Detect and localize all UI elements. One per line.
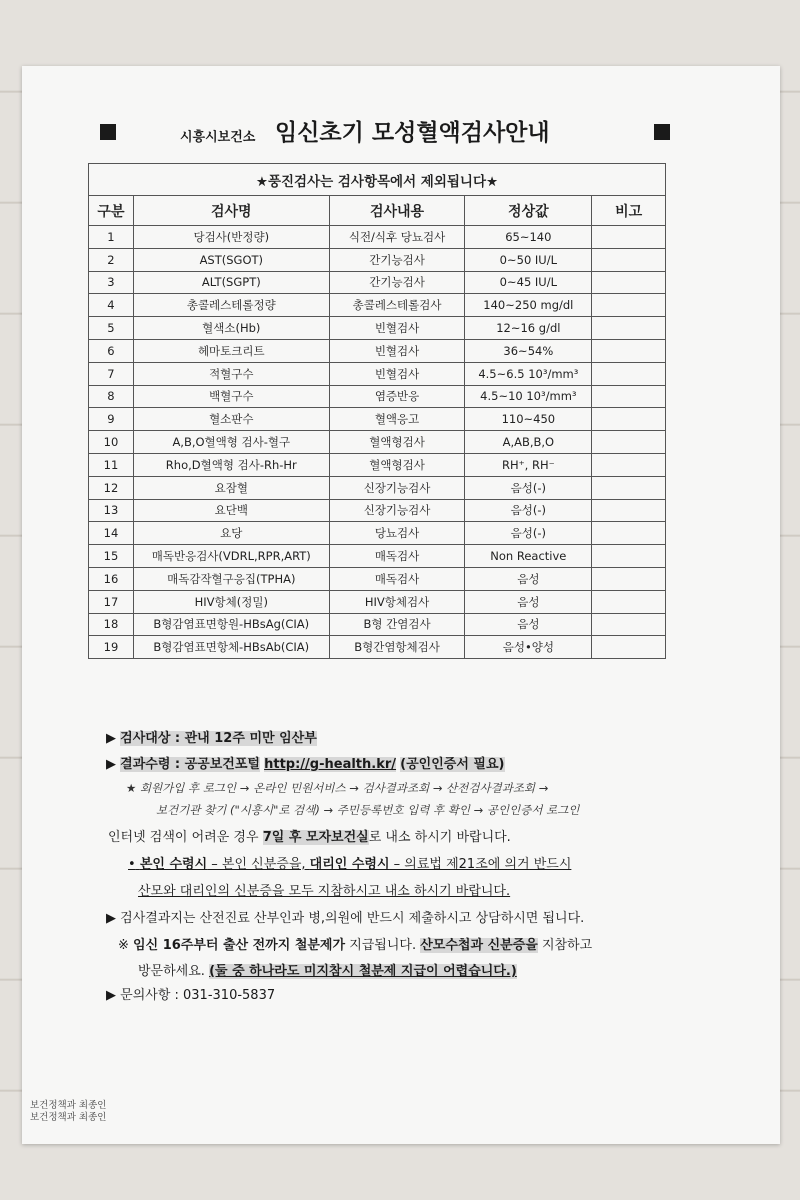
page-title: 임신초기 모성혈액검사안내 [275, 120, 550, 146]
table-row [89, 408, 666, 431]
table-cell: 빈혈검사 [329, 362, 465, 385]
title-row [100, 112, 670, 152]
table-row [89, 590, 666, 613]
table-row [89, 362, 666, 385]
table-cell [592, 431, 666, 454]
table-cell: RH⁺, RH⁻ [465, 453, 592, 476]
table-cell: 10 [89, 431, 134, 454]
table-row [89, 339, 666, 362]
table-cell: 음성 [465, 567, 592, 590]
footer-line-2: 보건정책과 최종인 [30, 1112, 107, 1123]
table-cell [592, 476, 666, 499]
table-cell: Rho,D혈액형 검사-Rh-Hr [133, 453, 329, 476]
table-cell [592, 545, 666, 568]
target-line [106, 727, 317, 746]
column-header: 비고 [592, 196, 666, 226]
proxy-line-2: 산모와 대리인의 신분증을 모두 지참하시고 내소 하시기 바랍니다. [138, 884, 511, 899]
self-text: – 본인 신분증을, [207, 857, 310, 872]
table-cell: 2 [89, 248, 134, 271]
table-cell: 식전/식후 당뇨검사 [329, 226, 465, 249]
internet-line [108, 826, 511, 845]
table-cell [592, 362, 666, 385]
table-cell: 음성(-) [465, 499, 592, 522]
table-row [89, 317, 666, 340]
table-cell: 요잠혈 [133, 476, 329, 499]
table-cell: 17 [89, 590, 134, 613]
table-cell: 11 [89, 453, 134, 476]
table-row [89, 476, 666, 499]
table-row [89, 294, 666, 317]
ref-icon: ※ [118, 938, 129, 953]
table-cell: 혈액응고 [329, 408, 465, 431]
table-cell: 매독반응검사(VDRL,RPR,ART) [133, 545, 329, 568]
bullet-icon: ▶ [106, 988, 116, 1003]
table-cell: 12 [89, 476, 134, 499]
table-cell [592, 453, 666, 476]
iron-bold: 임신 16주부터 출산 전까지 철분제가 [133, 938, 346, 953]
table-cell [592, 385, 666, 408]
table-row [89, 385, 666, 408]
test-table [88, 163, 666, 659]
table-cell: 110~450 [465, 408, 592, 431]
table-cell: 요단백 [133, 499, 329, 522]
table-row [89, 567, 666, 590]
table-cell [592, 226, 666, 249]
submit-line [106, 907, 584, 926]
result-line [106, 753, 505, 772]
target-label: 검사대상 : 관내 12주 미만 임산부 [120, 731, 317, 746]
footer-line-1: 보건정책과 최종인 [30, 1100, 107, 1111]
table-header-row [89, 196, 666, 226]
column-header: 검사내용 [329, 196, 465, 226]
table-cell: 4.5~6.5 10³/mm³ [465, 362, 592, 385]
bullet-icon: ▶ [106, 731, 116, 746]
iron-line2-bold: (둘 중 하나라도 미지참시 철분제 지급이 어렵습니다.) [209, 964, 517, 979]
table-cell: 0~50 IU/L [465, 248, 592, 271]
table-cell: 13 [89, 499, 134, 522]
table-cell [592, 339, 666, 362]
table-cell: 혈소판수 [133, 408, 329, 431]
bullet-icon: ▶ [106, 757, 116, 772]
black-square-icon [100, 124, 116, 140]
black-square-icon [654, 124, 670, 140]
table-cell: HIV항체(정밀) [133, 590, 329, 613]
table-cell: 8 [89, 385, 134, 408]
table-cell: 빈혈검사 [329, 339, 465, 362]
table-cell [592, 248, 666, 271]
table-cell: B형간염항체검사 [329, 636, 465, 659]
table-cell: 매독감작혈구응집(TPHA) [133, 567, 329, 590]
result-label: 결과수령 : 공공보건포털 [120, 757, 260, 772]
table-cell [592, 294, 666, 317]
table-body [89, 226, 666, 659]
table-cell: 5 [89, 317, 134, 340]
table-cell: Non Reactive [465, 545, 592, 568]
result-url-link[interactable]: http://g-health.kr/ [264, 757, 397, 772]
steps-line-2: 보건기관 찾기 ("시흥시"로 검색) → 주민등록번호 입력 후 확인 → 공인인증서 로그인 [156, 803, 580, 817]
table-cell: 총콜레스테롤검사 [329, 294, 465, 317]
table-cell: A,AB,B,O [465, 431, 592, 454]
submit-text: 검사결과지는 산전진료 산부인과 병,의원에 반드시 제출하시고 상담하시면 됩니다. [120, 911, 585, 926]
self-line [128, 853, 571, 872]
table-cell: 음성(-) [465, 522, 592, 545]
steps-line-1 [126, 780, 548, 796]
table-cell: HIV항체검사 [329, 590, 465, 613]
table-row [89, 545, 666, 568]
table-row [89, 226, 666, 249]
table-row [89, 271, 666, 294]
table-cell: 18 [89, 613, 134, 636]
table-cell: 신장기능검사 [329, 476, 465, 499]
table-cell: 음성•양성 [465, 636, 592, 659]
contact-text: 문의사항 : 031-310-5837 [120, 988, 276, 1003]
proxy-text: – 의료법 제21조에 의거 반드시 [389, 857, 572, 872]
table-row [89, 499, 666, 522]
footer-credit [30, 1100, 106, 1124]
iron-bold-2: 산모수첩과 신분증을 [420, 938, 538, 953]
column-header: 구분 [89, 196, 134, 226]
table-cell: 매독검사 [329, 567, 465, 590]
internet-pre: 인터넷 검색이 어려운 경우 [108, 830, 259, 845]
table-cell: 16 [89, 567, 134, 590]
column-header: 검사명 [133, 196, 329, 226]
table-cell: 12~16 g/dl [465, 317, 592, 340]
table-cell: 혈색소(Hb) [133, 317, 329, 340]
iron-mid: 지급됩니다. [345, 938, 421, 953]
table-cell: 음성 [465, 590, 592, 613]
table-cell [592, 317, 666, 340]
table-cell: 140~250 mg/dl [465, 294, 592, 317]
table-row [89, 431, 666, 454]
table-cell: 백혈구수 [133, 385, 329, 408]
table-cell: 혈액형검사 [329, 431, 465, 454]
table-cell: B형감염표면항체-HBsAb(CIA) [133, 636, 329, 659]
column-header: 정상값 [465, 196, 592, 226]
proxy-bold: 대리인 수령시 [309, 857, 390, 872]
table-cell: 헤마토크리트 [133, 339, 329, 362]
table-cell: 음성 [465, 613, 592, 636]
table-banner: ★풍진검사는 검사항목에서 제외됩니다★ [89, 164, 666, 196]
table-cell: 적혈구수 [133, 362, 329, 385]
table-cell: 65~140 [465, 226, 592, 249]
bullet-icon: ▶ [106, 911, 116, 926]
table-cell [592, 613, 666, 636]
table-cell: 36~54% [465, 339, 592, 362]
table-cell: 간기능검사 [329, 271, 465, 294]
table-cell [592, 522, 666, 545]
table-cell: 3 [89, 271, 134, 294]
table-cell [592, 271, 666, 294]
table-cell: 1 [89, 226, 134, 249]
agency-name: 시흥시보건소 [180, 130, 256, 145]
internet-post: 로 내소 하시기 바랍니다. [368, 830, 511, 845]
table-cell: 6 [89, 339, 134, 362]
table-cell: ALT(SGPT) [133, 271, 329, 294]
table-cell: 매독검사 [329, 545, 465, 568]
table-cell [592, 590, 666, 613]
table-cell: 음성(-) [465, 476, 592, 499]
table-cell: 빈혈검사 [329, 317, 465, 340]
table-cell: B형 간염검사 [329, 613, 465, 636]
table-cell: 당검사(반정량) [133, 226, 329, 249]
table-cell: B형감염표면항원-HBsAg(CIA) [133, 613, 329, 636]
table-cell: A,B,O혈액형 검사-혈구 [133, 431, 329, 454]
table-row [89, 636, 666, 659]
table-cell [592, 408, 666, 431]
result-cert-note: (공인인증서 필요) [400, 757, 505, 772]
table-cell: 염증반응 [329, 385, 465, 408]
table-cell: 당뇨검사 [329, 522, 465, 545]
table-row [89, 613, 666, 636]
table-cell [592, 567, 666, 590]
table-row [89, 248, 666, 271]
table-cell [592, 636, 666, 659]
table-cell: 혈액형검사 [329, 453, 465, 476]
iron-line2-pre: 방문하세요. [138, 964, 210, 979]
table-cell: 간기능검사 [329, 248, 465, 271]
steps-text-1: 회원가입 후 로그인 → 온라인 민원서비스 → 검사결과조회 → 산전검사결과조회 → [139, 781, 549, 795]
table-cell: 4.5~10 10³/mm³ [465, 385, 592, 408]
iron-line-2 [138, 960, 517, 979]
star-icon: ★ [126, 781, 137, 795]
table-cell: 총콜레스테롤정량 [133, 294, 329, 317]
table-cell [592, 499, 666, 522]
table-row [89, 522, 666, 545]
table-cell: 14 [89, 522, 134, 545]
table-cell: AST(SGOT) [133, 248, 329, 271]
self-bold: 본인 수령시 [139, 857, 208, 872]
iron-end: 지참하고 [537, 938, 593, 953]
table-cell: 7 [89, 362, 134, 385]
table-cell: 19 [89, 636, 134, 659]
table-cell: 4 [89, 294, 134, 317]
table-cell: 15 [89, 545, 134, 568]
table-row [89, 453, 666, 476]
internet-bold: 7일 후 모자보건실 [262, 830, 369, 845]
iron-line [118, 934, 592, 953]
table-cell: 요당 [133, 522, 329, 545]
dot-icon: • [128, 857, 136, 872]
contact-line [106, 984, 275, 1003]
table-cell: 9 [89, 408, 134, 431]
table-cell: 0~45 IU/L [465, 271, 592, 294]
table-cell: 신장기능검사 [329, 499, 465, 522]
